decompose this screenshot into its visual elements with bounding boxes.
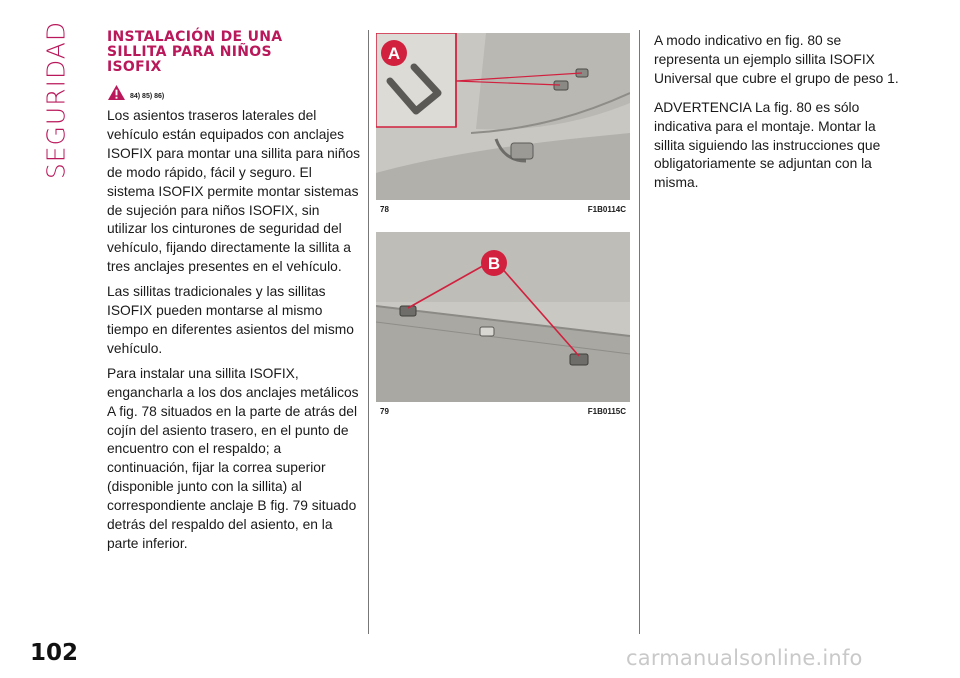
- figure-79: [376, 232, 630, 416]
- title-line-1: INSTALACIÓN DE UNA: [107, 29, 283, 45]
- figure-79-image: [376, 232, 630, 402]
- figure-78-image: [376, 33, 630, 200]
- paragraph-1: Los asientos traseros laterales del vehículo están equipados con anclajes ISOFIX para montar una sillita para niños de modo rápido, fácil y seguro. El sistema ISOFIX permite montar sistemas de sujeción para niños ISOFIX, sin utilizar los cinturones de seguridad del vehículo, fijando directamente la sillita a tres anclajes presentes en el vehículo.: [107, 108, 361, 275]
- figure-78-caption: [376, 205, 630, 214]
- figure-code: F1B0115C: [587, 407, 626, 416]
- figure-number: 79: [380, 407, 389, 416]
- text-column-left: [107, 30, 362, 560]
- figure-78: [376, 33, 630, 214]
- callout-b-label: B: [487, 254, 501, 273]
- advertencia-note: ADVERTENCIA La fig. 80 es sólo indicativa para el montaje. Montar la sillita siguiendo las instrucciones que obligatoriamente se adjuntan con la misma.: [654, 99, 881, 191]
- paragraph-3: Para instalar una sillita ISOFIX, engancharla a los dos anclajes metálicos A fig. 78 situados en la parte de atrás del cojín del asiento trasero, en el punto de encuentro con el respaldo; a continuación, fijar la correa superior (disponible junto con la sillita) al correspondiente anclaje B fig. 79 situado detrás del respaldo del asiento, en la parte inferior.: [107, 365, 359, 551]
- paragraph-2: Las sillitas tradicionales y las sillitas ISOFIX pueden montarse al mismo tiempo en diferentes asientos del mismo vehículo.: [107, 284, 354, 356]
- section-label: [26, 20, 86, 180]
- seat-anchor-illustration: [376, 33, 630, 200]
- title-line-2: SILLITA PARA NIÑOS: [107, 44, 272, 60]
- column-divider: [639, 30, 640, 634]
- figure-79-caption: [376, 407, 630, 416]
- warning-row: [107, 83, 362, 101]
- section-label-text: SEGURIDAD: [41, 20, 71, 180]
- text-column-right: [654, 32, 904, 203]
- page-number: 102: [30, 640, 79, 666]
- paragraph-4: A modo indicativo en fig. 80 se representa un ejemplo sillita ISOFIX Universal que cubre el grupo de peso 1.: [654, 33, 899, 86]
- warning-refs: 84) 85) 86): [130, 93, 165, 100]
- figure-code: F1B0114C: [587, 205, 626, 214]
- callout-a-label: A: [387, 44, 401, 63]
- top-tether-illustration: [376, 232, 630, 402]
- column-divider: [368, 30, 369, 634]
- section-title: [107, 30, 362, 75]
- warning-triangle-icon: [107, 84, 126, 101]
- figure-number: 78: [380, 205, 389, 214]
- title-line-3: ISOFIX: [107, 59, 162, 75]
- watermark: carmanualsonline.info: [626, 646, 863, 670]
